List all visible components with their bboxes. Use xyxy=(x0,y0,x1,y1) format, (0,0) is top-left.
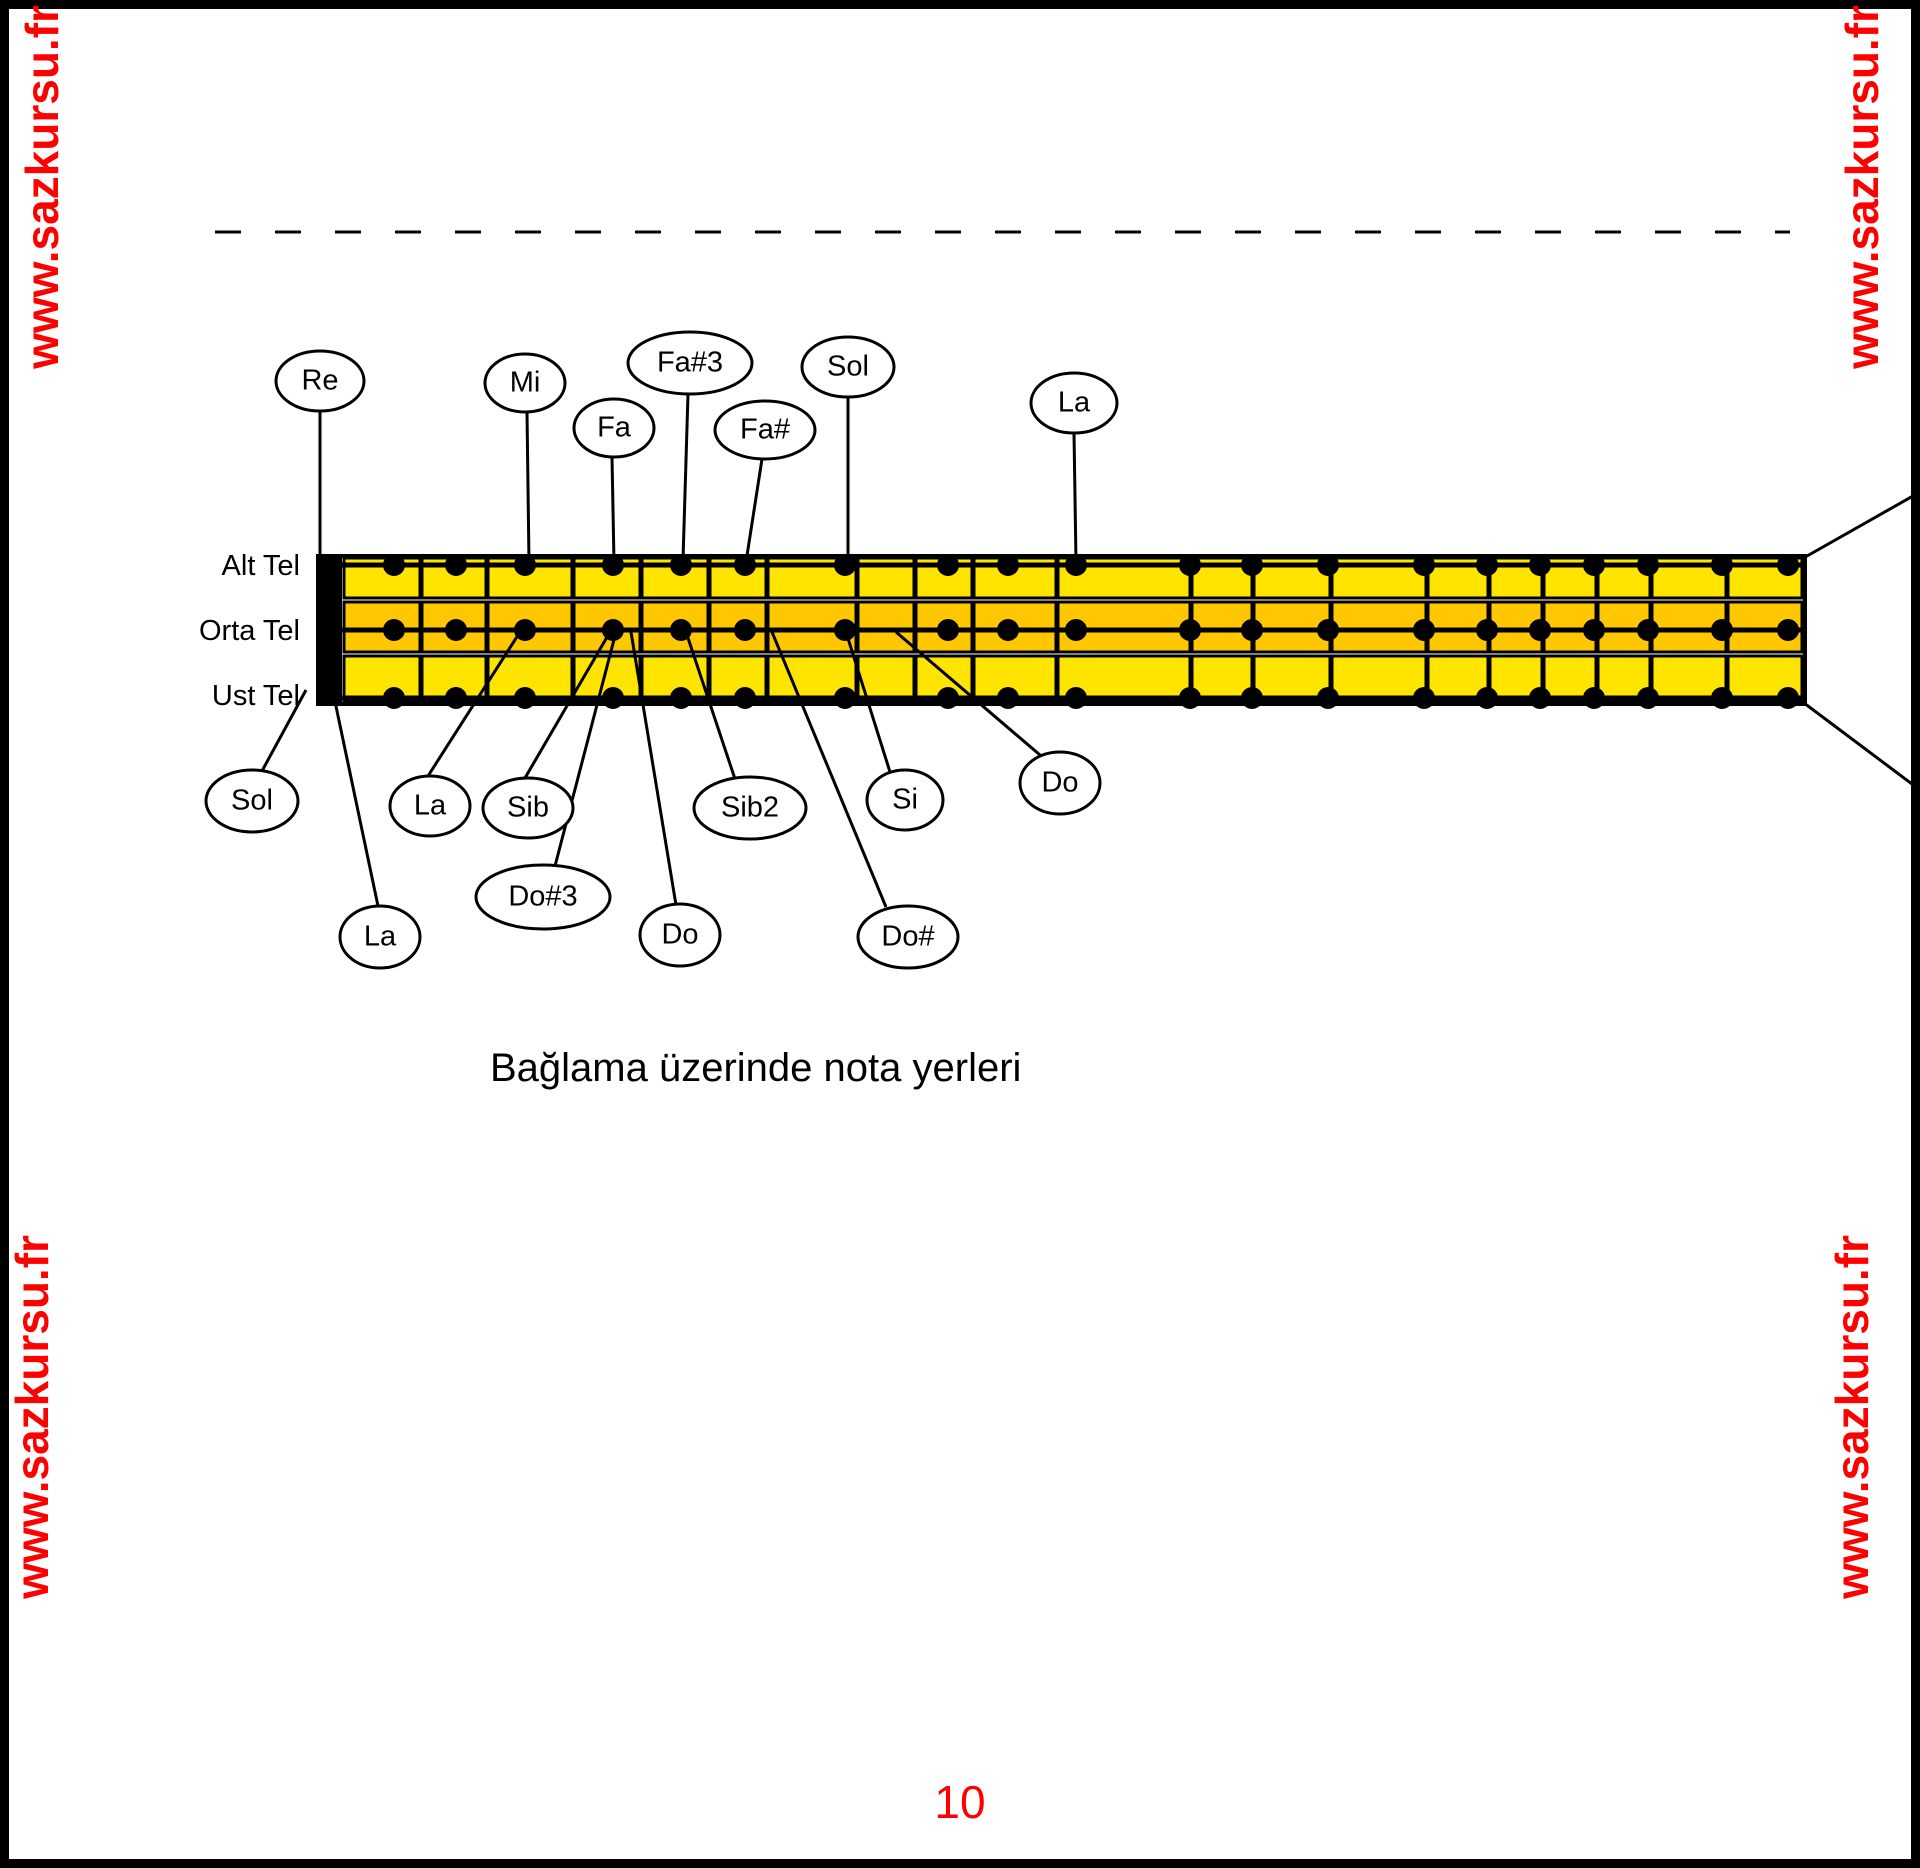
callout-label-sib2: Sib2 xyxy=(720,791,780,824)
callout-bubble-fa3 xyxy=(628,332,752,394)
string-label-orta-tel: Orta Tel xyxy=(198,615,300,647)
page-number: 10 xyxy=(934,1776,986,1828)
callout-label-la-low1: La xyxy=(413,789,447,822)
watermark-bottom-left: www.sazkursu.fr xyxy=(5,1235,58,1599)
callout-label-sib: Sib xyxy=(507,791,549,824)
callout-label-mi: Mi xyxy=(509,366,541,399)
callout-bubble-fasharp xyxy=(715,401,815,459)
callout-label-dosharp3: Do#3 xyxy=(508,880,578,913)
callout-bubble-sib xyxy=(483,778,573,838)
callout-label-fasharp: Fa# xyxy=(740,413,790,446)
callout-bubble-mi xyxy=(485,354,565,412)
callout-label-la-low2: La xyxy=(363,920,397,953)
callout-label-sol-low: Sol xyxy=(231,784,273,817)
callout-label-dosharp: Do# xyxy=(881,920,935,953)
callout-label-do-low: Do xyxy=(661,918,699,951)
callout-bubble-do xyxy=(1020,752,1100,814)
callout-label-si: Si xyxy=(892,783,918,816)
callout-bubble-la xyxy=(1031,373,1117,433)
callout-bubble-sol-low xyxy=(206,770,298,832)
figure-caption: Bağlama üzerinde nota yerleri xyxy=(490,1046,1022,1090)
callout-bubbles-bottom xyxy=(206,752,1100,968)
callout-bubble-do-low xyxy=(640,904,720,966)
callout-label-la: La xyxy=(1057,386,1091,419)
string-label-ust-tel: Ust Tel xyxy=(211,680,300,712)
callout-label-do: Do xyxy=(1041,766,1079,799)
callout-leaders-top xyxy=(320,394,1076,562)
callout-bubble-sol xyxy=(802,337,894,397)
watermark-bottom-right: www.sazkursu.fr xyxy=(1825,1235,1878,1599)
callout-label-sol: Sol xyxy=(827,350,869,383)
fretboard-body xyxy=(318,554,1805,709)
callout-bubble-si xyxy=(867,770,943,830)
watermark-top-left: www.sazkursu.fr xyxy=(15,5,68,369)
string-label-alt-tel: Alt Tel xyxy=(221,550,300,582)
watermark-top-right: www.sazkursu.fr xyxy=(1835,5,1888,369)
callout-bubble-sib2 xyxy=(694,777,806,839)
callout-label-fa3: Fa#3 xyxy=(656,346,724,379)
callout-bubble-dosharp xyxy=(858,906,958,968)
callout-label-re: Re xyxy=(301,364,339,397)
callout-bubble-dosharp3 xyxy=(476,865,610,929)
callout-bubble-fa xyxy=(574,399,654,457)
neck-edge-lines xyxy=(1800,492,1920,790)
callout-bubble-la-low1 xyxy=(390,776,470,836)
callout-bubble-la-low2 xyxy=(340,906,420,968)
callout-label-fa: Fa xyxy=(597,411,631,444)
callout-bubble-re xyxy=(276,351,364,411)
callout-bubbles-top xyxy=(276,332,1117,459)
